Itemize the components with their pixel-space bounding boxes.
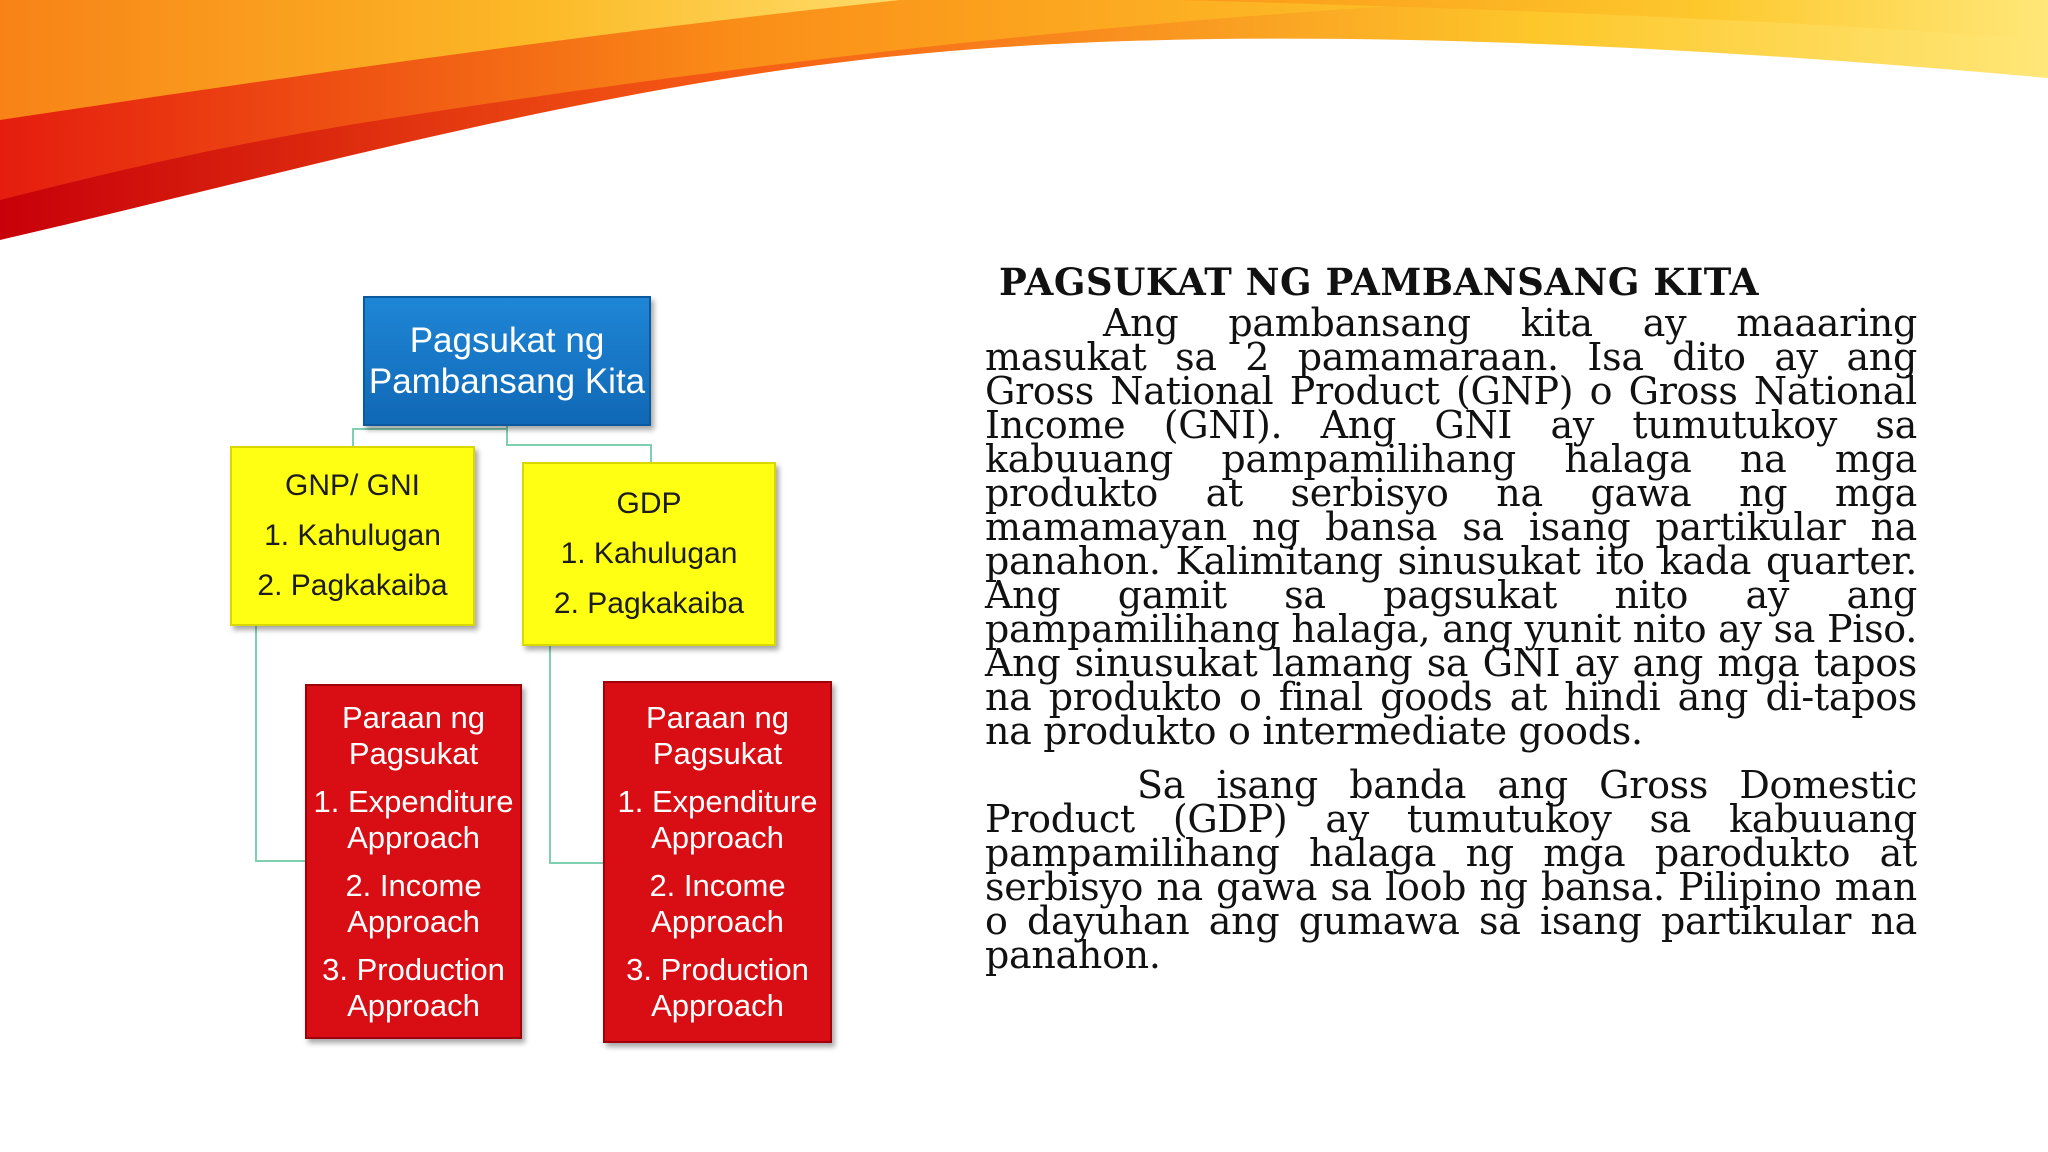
node-text-line: 2. Income: [345, 867, 482, 903]
node-text-line: Paraan ng: [645, 700, 790, 735]
node-paraan-ng-pagsukat-gni: [305, 684, 522, 1039]
node-text-line: Pambansang Kita: [368, 362, 646, 401]
article-paragraph-gdp: Sa isang banda ang Gross Domestic Product (GDP) ay tumutukoy sa kabuuang pampamilihang halaga ng mga parodukto at serbisyo na gawa sa loob ng bansa. Pilipino man o dayuhan ang gumawa sa isang partikular na panahon.: [985, 763, 1917, 977]
node-text-line: Pagsukat: [652, 736, 783, 771]
method-item-income: [649, 868, 785, 940]
node-pagsukat-ng-pambansang-kita: [363, 296, 651, 426]
connector-gni-to-methods: [255, 626, 307, 862]
node-heading: [646, 700, 789, 772]
node-text-line: Approach: [347, 987, 480, 1023]
method-item-income: [345, 868, 481, 940]
connector-gdp-to-methods: [549, 646, 605, 864]
node-text-line: Approach: [651, 988, 784, 1023]
node-gnp-gni: [230, 446, 475, 626]
method-item-production: [626, 952, 809, 1024]
node-text-line: Paraan ng: [341, 699, 486, 735]
connector-root-to-gni: [352, 428, 508, 447]
article-title: PAGSUKAT NG PAMBANSANG KITA: [999, 260, 1759, 304]
node-text-line: Approach: [651, 904, 784, 939]
article: [985, 258, 1917, 977]
node-text-line: 1. Expenditure: [313, 783, 514, 819]
node-gdp: [522, 462, 776, 646]
node-text-line: 2. Income: [649, 868, 786, 903]
article-paragraph-gnp-gni: Ang pambansang kita ay maaaring masukat sa 2 pamamaraan. Isa dito ay ang Gross National Product (GNP) o Gross National Income (GNI). Ang GNI ay tumutukoy sa kabuuang pampamilihang halaga na mga produkto at serbisyo na gawa ng mga mamamayan ng bansa sa isang partikular na panahon. Kalimitang sinusukat ito kada quarter. Ang gamit sa pagsukat nito ay ang pampamilihang halaga, ang yunit nito ay sa Piso. Ang sinusukat lamang sa GNI ay ang mga tapos na produkto o final goods at hindi ang di-tapos na produkto o intermediate goods.: [985, 301, 1917, 753]
decorative-swoosh-banner: [0, 0, 2048, 260]
node-item: 2. Pagkakaiba: [553, 587, 745, 620]
node-paraan-ng-pagsukat-gdp: [603, 681, 832, 1043]
node-item: 1. Kahulugan: [560, 537, 738, 570]
node-text-line: Approach: [347, 903, 480, 939]
node-text-line: Pagsukat ng: [409, 321, 605, 360]
node-text-line: Approach: [651, 820, 784, 855]
node-text-line: Pagsukat: [348, 735, 479, 771]
node-text-line: 3. Production: [626, 952, 809, 987]
node-item: 1. Kahulugan: [264, 519, 441, 552]
node-title: GNP/ GNI: [284, 469, 420, 502]
connector-root-to-gdp: [506, 444, 652, 463]
node-text-line: Approach: [347, 819, 480, 855]
node-text-line: 1. Expenditure: [617, 784, 818, 819]
method-item-expenditure: [618, 784, 818, 856]
node-text-line: 3. Production: [322, 951, 505, 987]
method-item-production: [322, 952, 505, 1024]
method-item-expenditure: [314, 784, 514, 856]
node-title: GDP: [616, 487, 682, 520]
node-item: 2. Pagkakaiba: [257, 569, 448, 602]
node-heading: [342, 700, 485, 772]
